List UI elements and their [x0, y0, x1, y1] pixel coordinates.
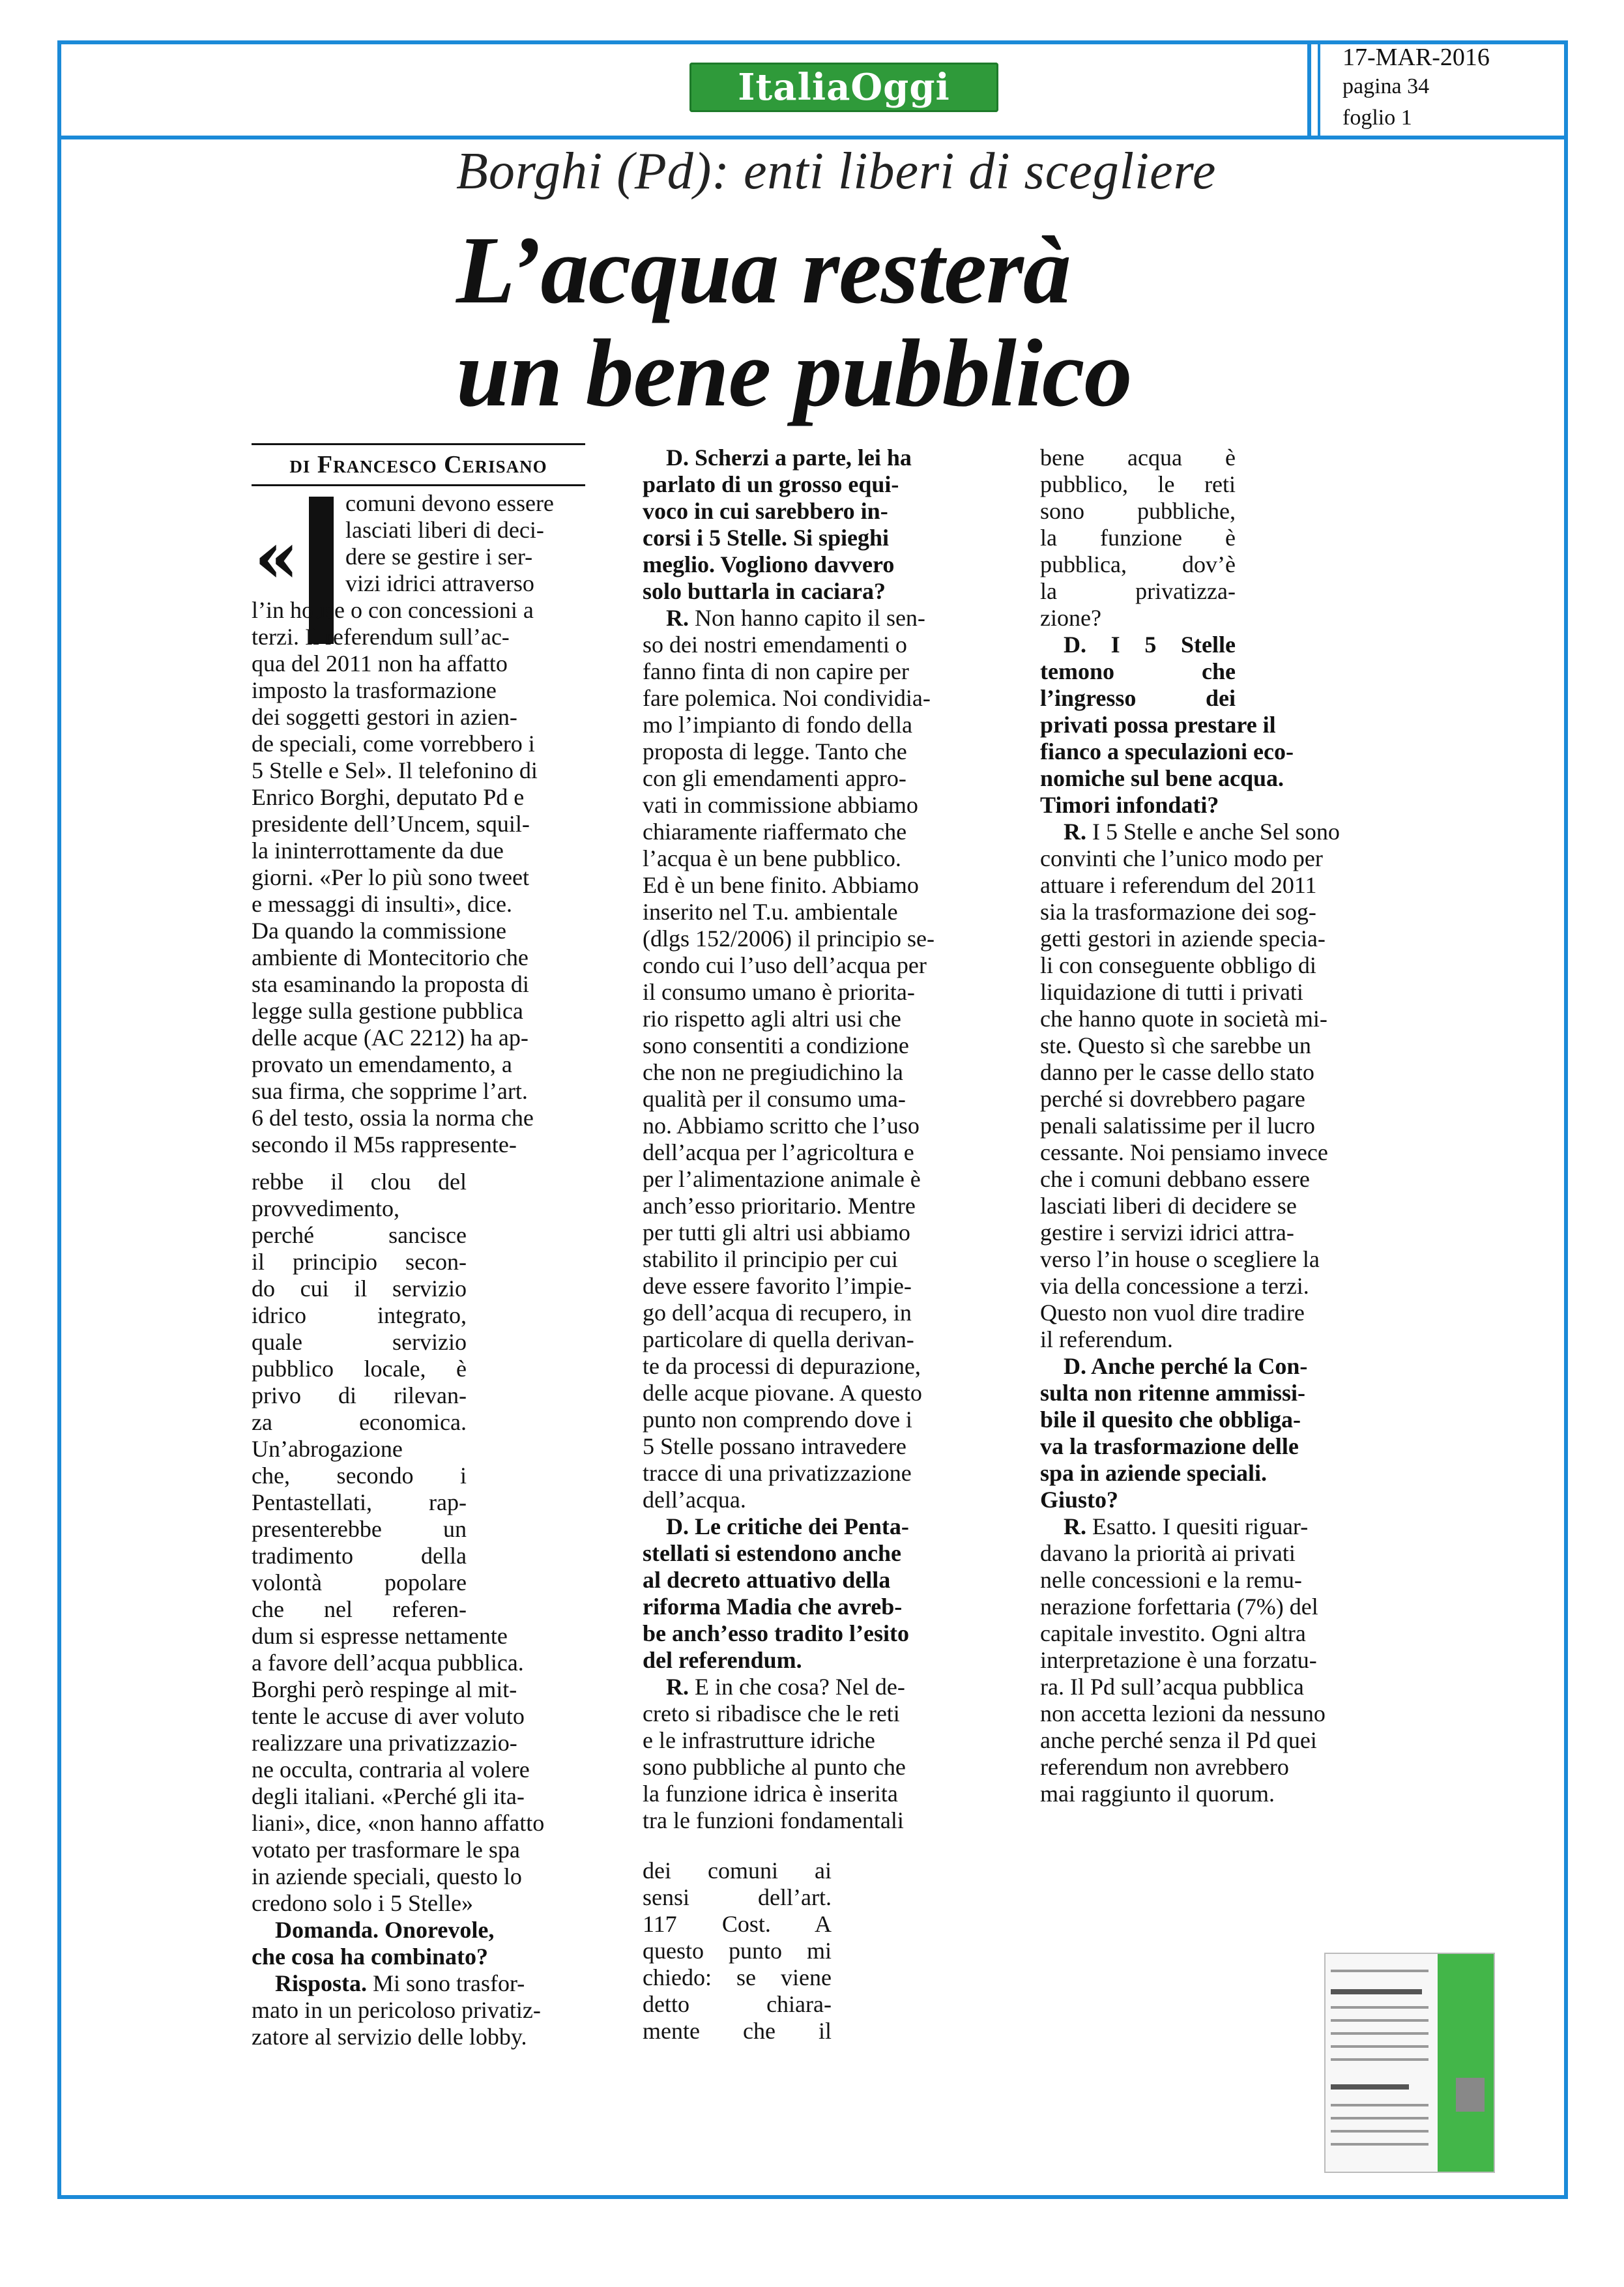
- answer-line: [643, 1086, 994, 1113]
- body-line: degli italiani. «Perché gli ita-: [252, 1783, 525, 1809]
- header-divider: [1307, 40, 1311, 139]
- answer-line: [643, 685, 994, 712]
- answer-text: I 5 Stelle e anche Sel sono: [1086, 819, 1340, 845]
- answer-text: proposta di legge. Tanto che: [643, 738, 907, 765]
- answer-line: [643, 1754, 994, 1781]
- answer-line: [1040, 1193, 1392, 1219]
- answer-line: [643, 979, 994, 1006]
- body-line: delle acque (AC 2212) ha ap-: [252, 1025, 529, 1051]
- question-line: be anch’esso tradito l’esito: [643, 1620, 909, 1646]
- body-line: sua firma, che sopprime l’art.: [252, 1078, 528, 1104]
- thumbnail-line: [1331, 1970, 1428, 1972]
- body-line: terzi. Il referendum sull’ac-: [252, 624, 510, 650]
- opening-quote-icon: «: [254, 515, 299, 599]
- answer-line: [1040, 819, 1392, 845]
- thumbnail-line: [1331, 2143, 1428, 2146]
- answer-text: condo cui l’uso dell’acqua per: [643, 952, 927, 978]
- body-line: credono solo i 5 Stelle»: [252, 1890, 473, 1916]
- answer-line: [1040, 1674, 1392, 1700]
- question-line: solo buttarla in caciara?: [643, 578, 886, 604]
- answer-text: interpretazione è una forzatu-: [1040, 1647, 1317, 1673]
- answer-text: mo l’impianto di fondo della: [643, 712, 912, 738]
- question-line: Giusto?: [1040, 1487, 1119, 1513]
- answer-text: fanno finta di non capire per: [643, 658, 909, 684]
- column-1-narrow: [252, 1169, 467, 1623]
- body-line: la ininterrottamente da due: [252, 838, 504, 864]
- question-line: meglio. Vogliono davvero: [643, 551, 895, 577]
- answer-line: [643, 872, 994, 899]
- answer-text: ra. Il Pd sull’acqua pubblica: [1040, 1674, 1304, 1700]
- answer-text: punto non comprendo dove i: [643, 1406, 912, 1433]
- answer-line: chiedo: se viene: [643, 1964, 832, 1990]
- answer-line: pubblica, dov’è: [1040, 551, 1236, 577]
- answer-text: per l’alimentazione animale è: [643, 1166, 921, 1192]
- question-line: fianco a speculazioni eco-: [1040, 738, 1294, 765]
- answer-line: [1040, 1326, 1392, 1353]
- answer-text-3: zatore al servizio delle lobby.: [252, 2024, 527, 2050]
- answer-line: 117 Cost. A: [643, 1911, 832, 1937]
- answer-text: vati in commissione abbiamo: [643, 792, 918, 818]
- body-line: do cui il servizio: [252, 1275, 467, 1302]
- thumbnail-line: [1331, 2084, 1409, 2090]
- answer-text: li con conseguente obbligo di: [1040, 952, 1316, 978]
- answer-text: nerazione forfettaria (7%) del: [1040, 1594, 1318, 1620]
- answer-line: [1040, 1246, 1392, 1273]
- answer-line: [643, 845, 994, 872]
- question-label: Domanda. Onorevole,: [275, 1917, 495, 1943]
- answer-text: E in che cosa? Nel de-: [689, 1674, 905, 1700]
- body-line: giorni. «Per lo più sono tweet: [252, 864, 529, 890]
- answer-text: anch’esso prioritario. Mentre: [643, 1193, 916, 1219]
- answer-text: chiaramente riaffermato che: [643, 819, 907, 845]
- answer-line: [643, 1353, 994, 1380]
- question-line: voco in cui sarebbero in-: [643, 498, 888, 524]
- answer-text: particolare di quella derivan-: [643, 1326, 914, 1352]
- answer-line: [1040, 1006, 1392, 1032]
- answer-text: Esatto. I quesiti riguar-: [1086, 1513, 1309, 1539]
- body-line: a favore dell’acqua pubblica.: [252, 1650, 524, 1676]
- answer-line: [643, 1193, 994, 1219]
- answer-line: sensi dell’art.: [643, 1884, 832, 1910]
- answer-text: l’acqua è un bene pubblico.: [643, 845, 901, 871]
- body-line: secondo il M5s rappresente-: [252, 1131, 517, 1158]
- answer-text: dell’acqua per l’agricoltura e: [643, 1139, 914, 1165]
- issue-date: 17-MAR-2016: [1342, 44, 1490, 71]
- headline-line-1: L’acqua resterà: [456, 217, 1071, 324]
- answer-line: [643, 925, 994, 952]
- answer-line: [1040, 872, 1392, 899]
- body-line: dere se gestire i ser-: [345, 544, 533, 570]
- answer-text: 5 Stelle possano intravedere: [643, 1433, 906, 1459]
- thumbnail-line: [1331, 2117, 1428, 2119]
- answer-line: [643, 658, 994, 685]
- answer-line: [643, 1300, 994, 1326]
- column-3: [1040, 712, 1392, 1807]
- answer-line: [1040, 1540, 1392, 1567]
- body-line: ne occulta, contraria al volere: [252, 1756, 530, 1783]
- answer-text-2: mato in un pericoloso privatiz-: [252, 1997, 541, 2023]
- answer-line: [643, 632, 994, 658]
- thumbnail-line: [1331, 2104, 1428, 2106]
- body-line: de speciali, come vorrebbero i: [252, 731, 535, 757]
- answer-line: [643, 1246, 994, 1273]
- answer-line: questo punto mi: [643, 1938, 832, 1964]
- thumbnail-photo: [1456, 2078, 1485, 2112]
- column-1-bottom: [252, 1623, 593, 1917]
- body-line: Da quando la commissione: [252, 918, 506, 944]
- answer-line: [1040, 1647, 1392, 1674]
- answer-line: [1040, 1781, 1392, 1807]
- answer-text: penali salatissime per il lucro: [1040, 1113, 1315, 1139]
- question-line: va la trasformazione delle: [1040, 1433, 1299, 1459]
- answer-line: [643, 1460, 994, 1487]
- answer-line: [643, 899, 994, 925]
- answer-line: [643, 792, 994, 819]
- answer-line: [643, 1006, 994, 1032]
- body-line: volontà popolare: [252, 1569, 467, 1595]
- answer-line: [643, 1406, 994, 1433]
- answer-line: [1040, 1113, 1392, 1139]
- answer-line: [1040, 952, 1392, 979]
- question-line: nomiche sul bene acqua.: [1040, 765, 1284, 791]
- answer-text: sia la trasformazione dei sog-: [1040, 899, 1316, 925]
- answer-line: bene acqua è: [1040, 444, 1236, 471]
- answer-text: te da processi di depurazione,: [643, 1353, 921, 1379]
- answer-line: [643, 712, 994, 738]
- body-line: vizi idrici attraverso: [345, 570, 534, 596]
- answer-text: perché si dovrebbero pagare: [1040, 1086, 1305, 1112]
- article-headline: [456, 219, 1132, 425]
- body-line: presenterebbe un: [252, 1516, 467, 1542]
- body-line: imposto la trasformazione: [252, 677, 497, 703]
- body-line: qua del 2011 non ha affatto: [252, 650, 508, 677]
- question-line: privati possa prestare il: [1040, 712, 1276, 738]
- answer-text: il consumo umano è priorita-: [643, 979, 915, 1005]
- answer-line: detto chiara-: [643, 1991, 832, 2017]
- answer-text: Ed è un bene finito. Abbiamo: [643, 872, 919, 898]
- answer-label: R.: [1064, 1513, 1086, 1539]
- answer-line: [643, 1166, 994, 1193]
- answer-line: [1040, 979, 1392, 1006]
- body-line: perché sancisce: [252, 1222, 467, 1248]
- page-number: pagina 34: [1342, 74, 1430, 98]
- answer-text: non accetta lezioni da nessuno: [1040, 1700, 1326, 1726]
- thumbnail-line: [1331, 2006, 1428, 2009]
- answer-line: la privatizza-: [1040, 578, 1236, 604]
- body-line: sta esaminando la proposta di: [252, 971, 529, 997]
- answer-line: [643, 1273, 994, 1300]
- answer-line: [643, 1487, 994, 1513]
- answer-line: [643, 1727, 994, 1754]
- sheet-number: foglio 1: [1342, 106, 1412, 130]
- answer-line: [1040, 899, 1392, 925]
- question-line: corsi i 5 Stelle. Si spieghi: [643, 525, 889, 551]
- thumbnail-line: [1331, 2130, 1428, 2133]
- answer-text: per tutti gli altri usi abbiamo: [643, 1219, 910, 1245]
- answer-text: Questo non vuol dire tradire: [1040, 1300, 1305, 1326]
- answer-text: tracce di una privatizzazione: [643, 1460, 912, 1486]
- answer-line: [643, 1032, 994, 1059]
- question-line: l’ingresso dei: [1040, 685, 1236, 711]
- answer-text: no. Abbiamo scritto che l’uso: [643, 1113, 920, 1139]
- answer-line: [643, 1700, 994, 1727]
- column-2-narrow: [643, 1857, 832, 2045]
- answer-text: il referendum.: [1040, 1326, 1173, 1352]
- answer-line: [1040, 1754, 1392, 1781]
- answer-line: [643, 1674, 994, 1700]
- body-line: pubblico locale, è: [252, 1356, 467, 1382]
- column-3-narrow: [1040, 444, 1236, 712]
- answer-text: con gli emendamenti appro-: [643, 765, 906, 791]
- body-line: privo di rilevan-: [252, 1382, 467, 1408]
- answer-text: capitale investito. Ogni altra: [1040, 1620, 1306, 1646]
- article-kicker: Borghi (Pd): enti liberi di scegliere: [456, 143, 1217, 200]
- answer-text: Mi sono trasfor-: [367, 1970, 525, 1996]
- body-line: votato per trasformare le spa: [252, 1837, 520, 1863]
- answer-text: rio rispetto agli altri usi che: [643, 1006, 901, 1032]
- body-line: provato un emendamento, a: [252, 1051, 512, 1077]
- answer-text: che non ne pregiudichino la: [643, 1059, 903, 1085]
- body-line: tradimento della: [252, 1543, 467, 1569]
- answer-text: che hanno quote in società mi-: [1040, 1006, 1327, 1032]
- answer-text: verso l’in house o scegliere la: [1040, 1246, 1320, 1272]
- question-line: temono che: [1040, 658, 1236, 684]
- answer-text: anche perché senza il Pd quei: [1040, 1727, 1317, 1753]
- answer-line: [643, 1380, 994, 1406]
- body-line: che, secondo i: [252, 1463, 467, 1489]
- answer-line: [643, 1326, 994, 1353]
- answer-text: tra le funzioni fondamentali: [643, 1807, 904, 1833]
- answer-text: inserito nel T.u. ambientale: [643, 899, 898, 925]
- body-line: liani», dice, «non hanno affatto: [252, 1810, 545, 1836]
- body-line: lasciati liberi di deci-: [345, 517, 544, 543]
- question-line: riforma Madia che avreb-: [643, 1594, 903, 1620]
- body-line: dei soggetti gestori in azien-: [252, 704, 517, 730]
- thumbnail-line: [1331, 2058, 1428, 2061]
- body-line: Enrico Borghi, deputato Pd e: [252, 784, 525, 810]
- column-1-qa: [252, 1917, 593, 2050]
- answer-line: [1040, 1219, 1392, 1246]
- question-line: D. Le critiche dei Penta-: [666, 1513, 909, 1539]
- answer-label: R.: [666, 1674, 689, 1700]
- answer-label: Risposta.: [275, 1970, 368, 1996]
- answer-text: nelle concessioni e la remu-: [1040, 1567, 1302, 1593]
- answer-line: [643, 819, 994, 845]
- answer-line: la funzione è: [1040, 525, 1236, 551]
- answer-text: delle acque piovane. A questo: [643, 1380, 922, 1406]
- answer-line: [1040, 1059, 1392, 1086]
- article-byline: di Francesco Cerisano: [252, 443, 585, 486]
- question-line: Timori infondati?: [1040, 792, 1219, 818]
- answer-text: cessante. Noi pensiamo invece: [1040, 1139, 1328, 1165]
- answer-line: [1040, 1567, 1392, 1594]
- column-2: [643, 444, 994, 1834]
- answer-text: creto si ribadisce che le reti: [643, 1700, 900, 1726]
- answer-text: gestire i servizi idrici attra-: [1040, 1219, 1294, 1245]
- answer-text: sono consentiti a condizione: [643, 1032, 909, 1058]
- answer-text: so dei nostri emendamenti o: [643, 632, 907, 658]
- body-line: in aziende speciali, questo lo: [252, 1863, 522, 1889]
- answer-text: mai raggiunto il quorum.: [1040, 1781, 1275, 1807]
- answer-line: [643, 765, 994, 792]
- answer-line: [643, 1059, 994, 1086]
- answer-line: [1040, 1594, 1392, 1620]
- body-line: idrico integrato,: [252, 1302, 467, 1328]
- answer-line: dei comuni ai: [643, 1857, 832, 1884]
- answer-line: [643, 1113, 994, 1139]
- body-line: dum si espresse nettamente: [252, 1623, 508, 1649]
- answer-line: [1040, 1086, 1392, 1113]
- answer-line: [643, 738, 994, 765]
- answer-text: lasciati liberi di decidere se: [1040, 1193, 1297, 1219]
- body-line: legge sulla gestione pubblica: [252, 998, 523, 1024]
- body-line: rebbe il clou del: [252, 1169, 467, 1195]
- answer-text: danno per le casse dello stato: [1040, 1059, 1314, 1085]
- body-line: tente le accuse di aver voluto: [252, 1703, 525, 1729]
- answer-text: referendum non avrebbero: [1040, 1754, 1289, 1780]
- question-line: bile il quesito che obbliga-: [1040, 1406, 1301, 1433]
- answer-line: [1040, 845, 1392, 872]
- answer-text: (dlgs 152/2006) il principio se-: [643, 925, 935, 952]
- answer-label: R.: [666, 605, 689, 631]
- answer-text: liquidazione di tutti i privati: [1040, 979, 1303, 1005]
- question-line: D. Scherzi a parte, lei ha: [666, 444, 912, 471]
- answer-text: go dell’acqua di recupero, in: [643, 1300, 912, 1326]
- answer-line: [1040, 1273, 1392, 1300]
- answer-text: la funzione idrica è inserita: [643, 1781, 898, 1807]
- body-line: Borghi però respinge al mit-: [252, 1676, 517, 1702]
- header-divider-inner: [1318, 40, 1320, 139]
- answer-line: zione?: [1040, 605, 1101, 631]
- question-line: del referendum.: [643, 1647, 802, 1673]
- body-line: 5 Stelle e Sel». Il telefonino di: [252, 757, 538, 783]
- answer-text: stabilito il principio per cui: [643, 1246, 898, 1272]
- answer-text: ste. Questo sì che sarebbe un: [1040, 1032, 1311, 1058]
- question-line: stellati si estendono anche: [643, 1540, 902, 1566]
- body-line: provvedimento,: [252, 1195, 399, 1221]
- answer-text: attuare i referendum del 2011: [1040, 872, 1317, 898]
- body-line: 6 del testo, ossia la norma che: [252, 1105, 534, 1131]
- answer-line: [1040, 1700, 1392, 1727]
- answer-text: via della concessione a terzi.: [1040, 1273, 1309, 1299]
- answer-line: [643, 1139, 994, 1166]
- question-line: al decreto attuativo della: [643, 1567, 891, 1593]
- body-line: Pentastellati, rap-: [252, 1489, 467, 1515]
- masthead-logo: ItaliaOggi: [689, 63, 998, 112]
- thumbnail-line: [1331, 1989, 1422, 1994]
- body-line: Un’abrogazione: [252, 1436, 403, 1462]
- body-line: realizzare una privatizzazio-: [252, 1730, 517, 1756]
- question-line: sulta non ritenne ammissi-: [1040, 1380, 1306, 1406]
- answer-line: [643, 952, 994, 979]
- answer-line: [1040, 1513, 1392, 1540]
- answer-line: [643, 1219, 994, 1246]
- column-1-body: [252, 597, 593, 1158]
- body-line: il principio secon-: [252, 1249, 467, 1275]
- answer-text: dell’acqua.: [643, 1487, 746, 1513]
- body-line: che nel referen-: [252, 1596, 467, 1622]
- answer-text: davano la priorità ai privati: [1040, 1540, 1296, 1566]
- answer-text: Non hanno capito il sen-: [689, 605, 925, 631]
- question-label-cont: che cosa ha combinato?: [252, 1944, 488, 1970]
- answer-line: [1040, 1300, 1392, 1326]
- answer-line: pubblico, le reti: [1040, 471, 1236, 497]
- page-thumbnail: [1324, 1953, 1495, 2173]
- answer-text: e le infrastrutture idriche: [643, 1727, 875, 1753]
- body-line: presidente dell’Uncem, squil-: [252, 811, 530, 837]
- question-line: parlato di un grosso equi-: [643, 471, 899, 497]
- answer-line: [1040, 1139, 1392, 1166]
- answer-text: sono pubbliche al punto che: [643, 1754, 906, 1780]
- answer-line: [643, 1433, 994, 1460]
- thumbnail-highlight: [1438, 1954, 1494, 2172]
- question-line: D. I 5 Stelle: [1064, 632, 1236, 658]
- body-line: quale servizio: [252, 1329, 467, 1355]
- answer-text: che i comuni debbano essere: [1040, 1166, 1310, 1192]
- column-1-top: [345, 490, 593, 597]
- headline-line-2: un bene pubblico: [456, 320, 1132, 427]
- answer-text: qualità per il consumo uma-: [643, 1086, 906, 1112]
- body-line: ambiente di Montecitorio che: [252, 944, 529, 970]
- answer-line: [643, 1781, 994, 1807]
- body-line: za economica.: [252, 1409, 467, 1435]
- answer-line: mente che il: [643, 2018, 832, 2044]
- answer-label: R.: [1064, 819, 1086, 845]
- answer-text: deve essere favorito l’impie-: [643, 1273, 912, 1299]
- answer-line: [1040, 925, 1392, 952]
- question-line: spa in aziende speciali.: [1040, 1460, 1268, 1486]
- question-line: D. Anche perché la Con-: [1064, 1353, 1308, 1379]
- answer-text: convinti che l’unico modo per: [1040, 845, 1323, 871]
- thumbnail-line: [1331, 2045, 1428, 2048]
- answer-line: [643, 1807, 994, 1834]
- body-line: l’in house o con concessioni a: [252, 597, 534, 623]
- thumbnail-line: [1331, 2032, 1428, 2035]
- body-line: e messaggi di insulti», dice.: [252, 891, 512, 917]
- answer-text: getti gestori in aziende specia-: [1040, 925, 1326, 952]
- answer-line: [1040, 1032, 1392, 1059]
- answer-line: [1040, 1727, 1392, 1754]
- answer-line: [1040, 1620, 1392, 1647]
- body-line: comuni devono essere: [345, 490, 554, 516]
- answer-text: fare polemica. Noi condividia-: [643, 685, 931, 711]
- answer-line: [643, 605, 994, 632]
- thumbnail-line: [1331, 2019, 1428, 2022]
- answer-line: [1040, 1166, 1392, 1193]
- answer-line: sono pubbliche,: [1040, 498, 1236, 524]
